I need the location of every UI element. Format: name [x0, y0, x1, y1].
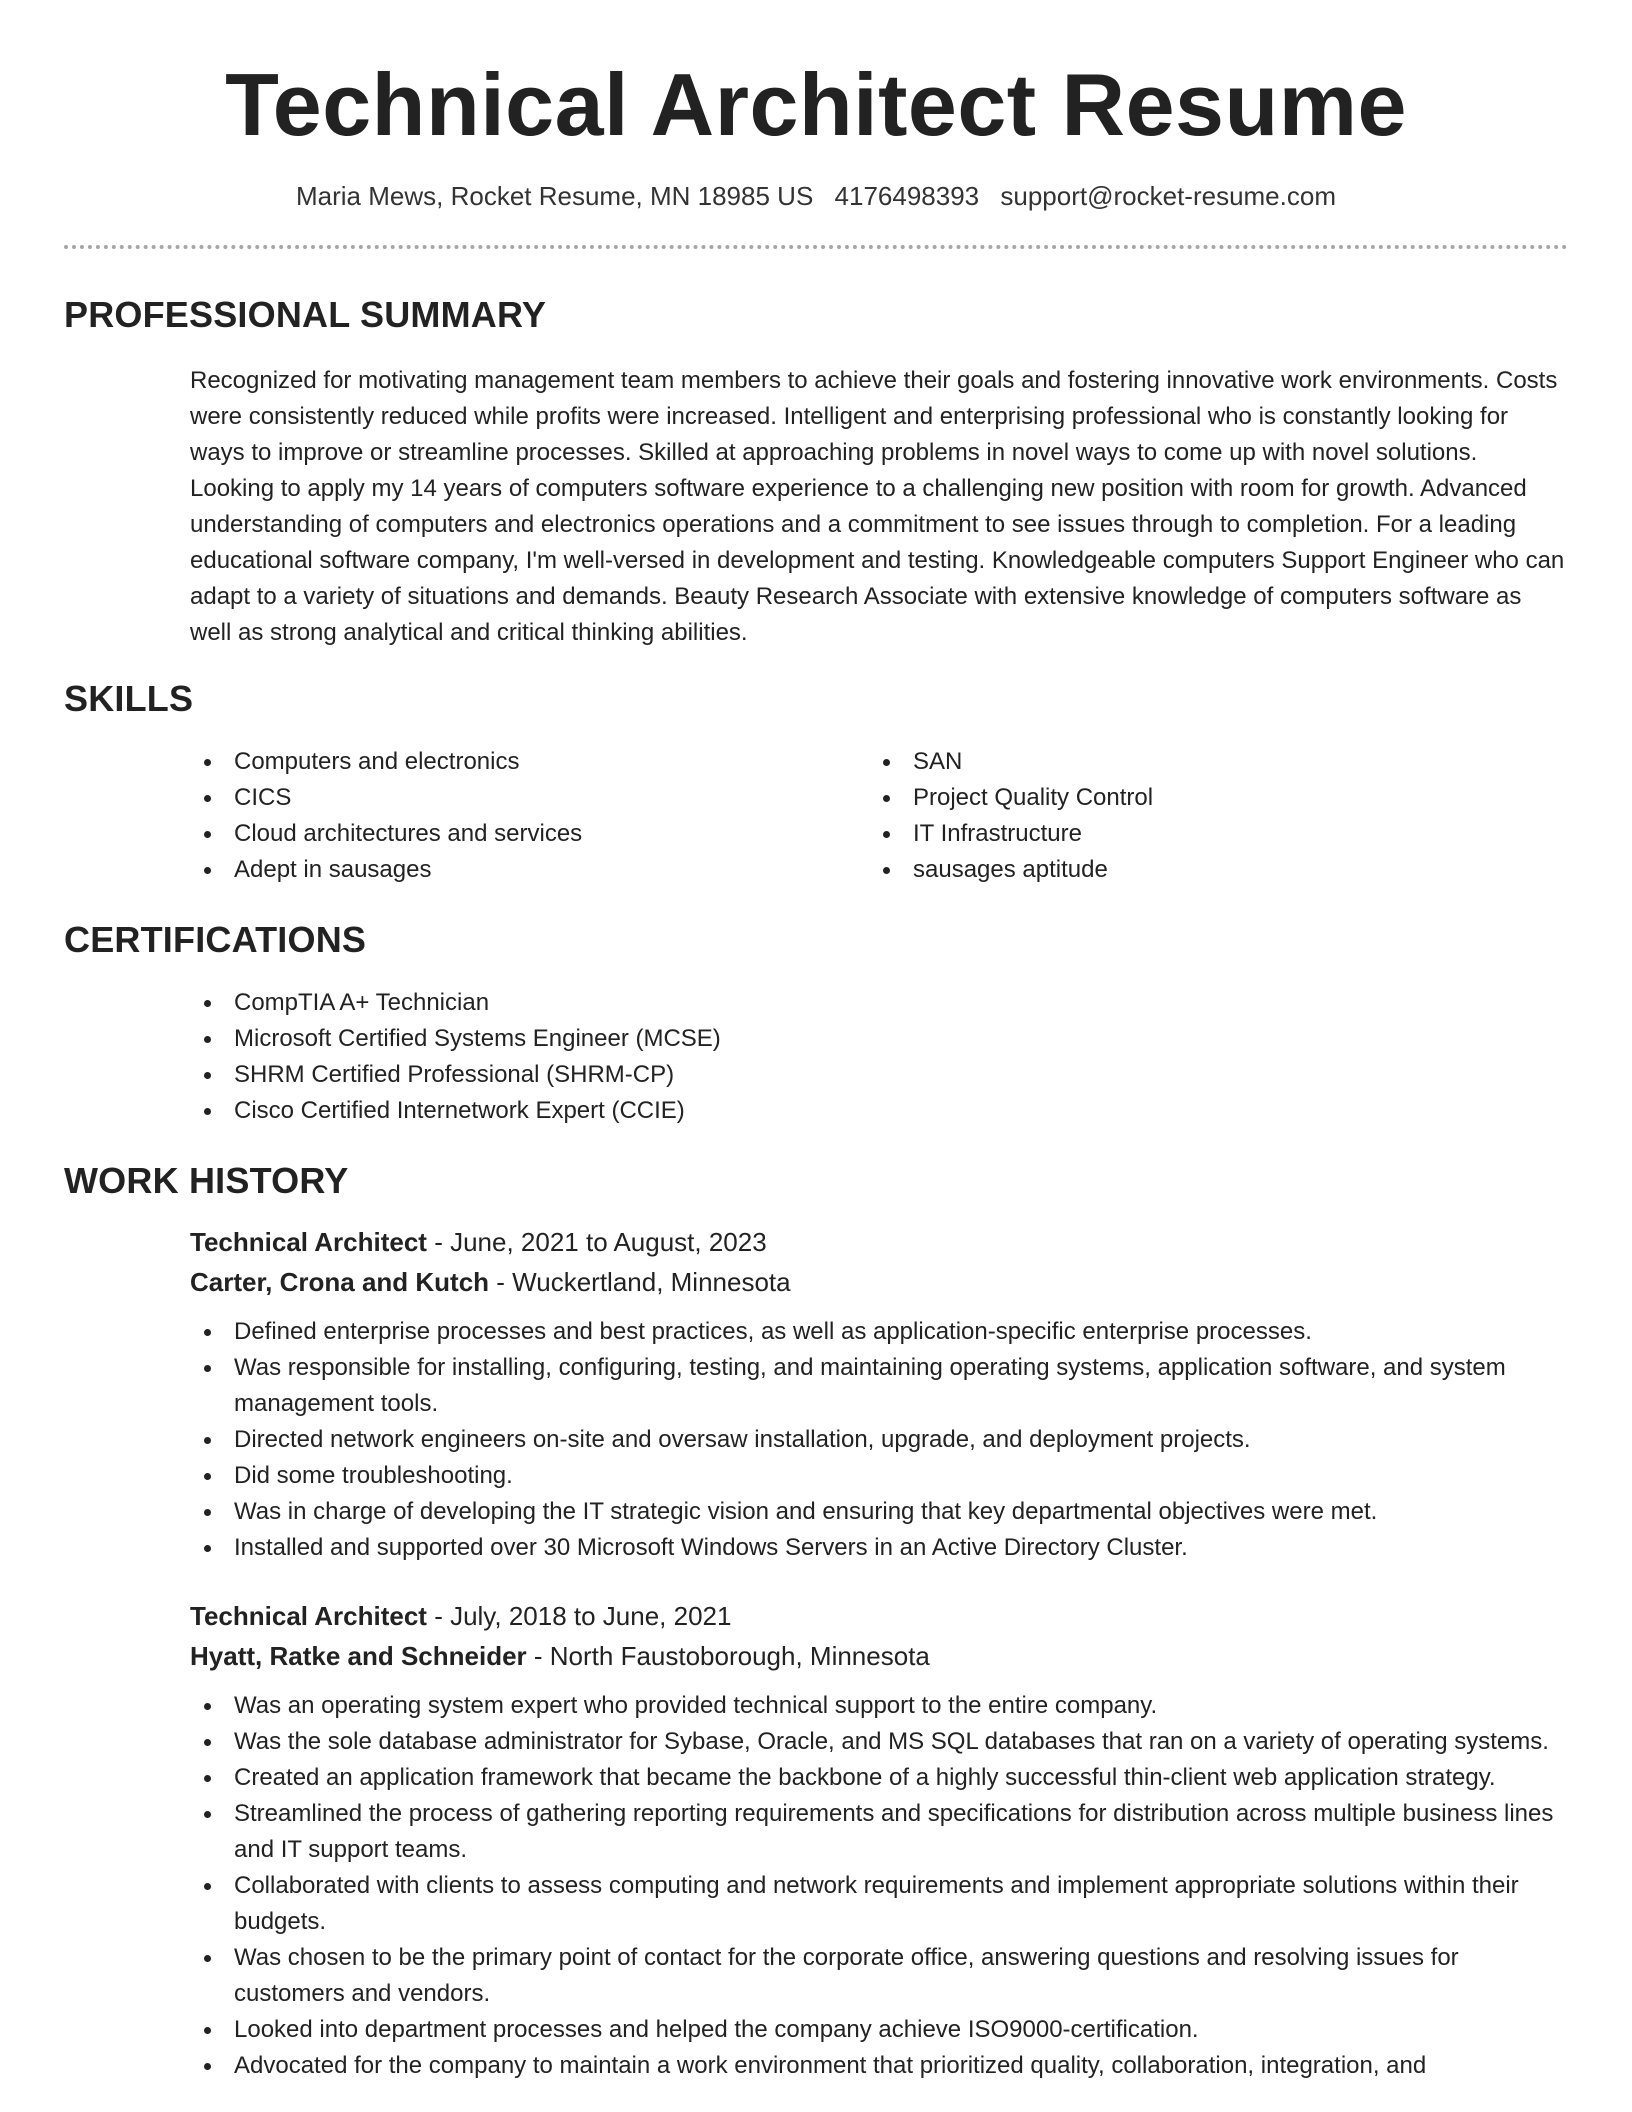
work-history-heading: WORK HISTORY — [64, 1159, 349, 1201]
contact-address: Maria Mews, Rocket Resume, MN 18985 US — [296, 180, 814, 211]
skills-heading: SKILLS — [64, 677, 194, 719]
skill-item: Project Quality Control — [869, 780, 1548, 816]
skill-item: SAN — [869, 744, 1548, 780]
job-duty: Advocated for the company to maintain a work environment that prioritized quality, collaboration, integration, and — [190, 2048, 1568, 2084]
job-duty: Created an application framework that became the backbone of a highly successful thin-client web application strategy. — [190, 1760, 1568, 1796]
job-duty: Installed and supported over 30 Microsoft Windows Servers in an Active Directory Cluster. — [190, 1530, 1568, 1566]
job-location: - North Faustoborough, Minnesota — [526, 1641, 930, 1672]
job-duty: Streamlined the process of gathering reporting requirements and specifications for distribution across multiple business lines and IT support teams. — [190, 1796, 1568, 1868]
job-entry — [190, 1222, 1568, 1566]
job-company: Carter, Crona and Kutch — [190, 1267, 490, 1298]
job-duties-list — [190, 1314, 1568, 1566]
skill-item: CICS — [190, 780, 869, 816]
skill-item: IT Infrastructure — [869, 816, 1548, 852]
job-duty: Did some troubleshooting. — [190, 1458, 1568, 1494]
job-duty: Was the sole database administrator for Sybase, Oracle, and MS SQL databases that ran on a variety of operating systems. — [190, 1724, 1568, 1760]
certifications-heading: CERTIFICATIONS — [64, 918, 367, 960]
job-title: Technical Architect — [190, 1601, 427, 1632]
certifications-list — [190, 985, 1568, 1129]
skill-item: sausages aptitude — [869, 852, 1548, 888]
job-company-line — [190, 1636, 1568, 1676]
work-history-section — [64, 1159, 1568, 2084]
skill-item: Cloud architectures and services — [190, 816, 869, 852]
certification-item: CompTIA A+ Technician — [190, 985, 1568, 1021]
job-duty: Was responsible for installing, configuring, testing, and maintaining operating systems, application software, and system management tools. — [190, 1350, 1568, 1422]
contact-line — [0, 180, 1632, 214]
job-title-line — [190, 1596, 1568, 1636]
job-company: Hyatt, Ratke and Schneider — [190, 1641, 527, 1672]
job-duty: Looked into department processes and helped the company achieve ISO9000-certification. — [190, 2012, 1568, 2048]
certification-item: Cisco Certified Internetwork Expert (CCIE) — [190, 1093, 1568, 1129]
certification-item: Microsoft Certified Systems Engineer (MCSE) — [190, 1021, 1568, 1057]
skill-item: Computers and electronics — [190, 744, 869, 780]
skills-section — [64, 677, 1568, 888]
skills-grid — [190, 744, 1568, 888]
job-duty: Collaborated with clients to assess computing and network requirements and implement appropriate solutions within their budgets. — [190, 1868, 1568, 1940]
summary-text: Recognized for motivating management team members to achieve their goals and fostering innovative work environments. Costs were consistently reduced while profits were increased. Intelligent and enterprising professional who is constantly looking for ways to improve or streamline processes. Skilled at approaching problems in novel ways to come up with novel solutions. Looking to apply my 14 years of computers software experience to a challenging new position with room for growth. Advanced understanding of computers and electronics operations and a commitment to see issues through to completion. For a leading educational software company, I'm well-versed in development and testing. Knowledgeable computers Support Engineer who can adapt to a variety of situations and demands. Beauty Research Associate with extensive knowledge of computers software as well as strong analytical and critical thinking abilities. — [190, 366, 1565, 646]
skill-item: Adept in sausages — [190, 852, 869, 888]
job-location: - Wuckertland, Minnesota — [489, 1267, 791, 1298]
job-duty: Defined enterprise processes and best practices, as well as application-specific enterprise processes. — [190, 1314, 1568, 1350]
job-duty: Was in charge of developing the IT strategic vision and ensuring that key departmental objectives were met. — [190, 1494, 1568, 1530]
skills-list-right — [869, 744, 1548, 888]
contact-phone: 4176498393 — [834, 180, 980, 211]
job-duty: Was chosen to be the primary point of contact for the corporate office, answering questions and resolving issues for customers and vendors. — [190, 1940, 1568, 2012]
contact-email: support@rocket-resume.com — [1000, 180, 1336, 211]
job-title-line — [190, 1222, 1568, 1262]
job-company-line — [190, 1262, 1568, 1302]
header-divider — [64, 245, 1568, 249]
summary-heading: PROFESSIONAL SUMMARY — [64, 294, 547, 336]
certification-item: SHRM Certified Professional (SHRM-CP) — [190, 1057, 1568, 1093]
resume-title: Technical Architect Resume — [225, 55, 1407, 154]
certifications-section — [64, 918, 1568, 1129]
job-dates: - June, 2021 to August, 2023 — [426, 1227, 767, 1258]
job-duties-list — [190, 1688, 1568, 2084]
summary-section — [64, 293, 1568, 650]
job-title: Technical Architect — [190, 1227, 427, 1258]
job-duty: Directed network engineers on-site and oversaw installation, upgrade, and deployment projects. — [190, 1422, 1568, 1458]
skills-list-left — [190, 744, 869, 888]
job-dates: - July, 2018 to June, 2021 — [426, 1601, 732, 1632]
job-duty: Was an operating system expert who provided technical support to the entire company. — [190, 1688, 1568, 1724]
job-entry — [190, 1596, 1568, 2084]
